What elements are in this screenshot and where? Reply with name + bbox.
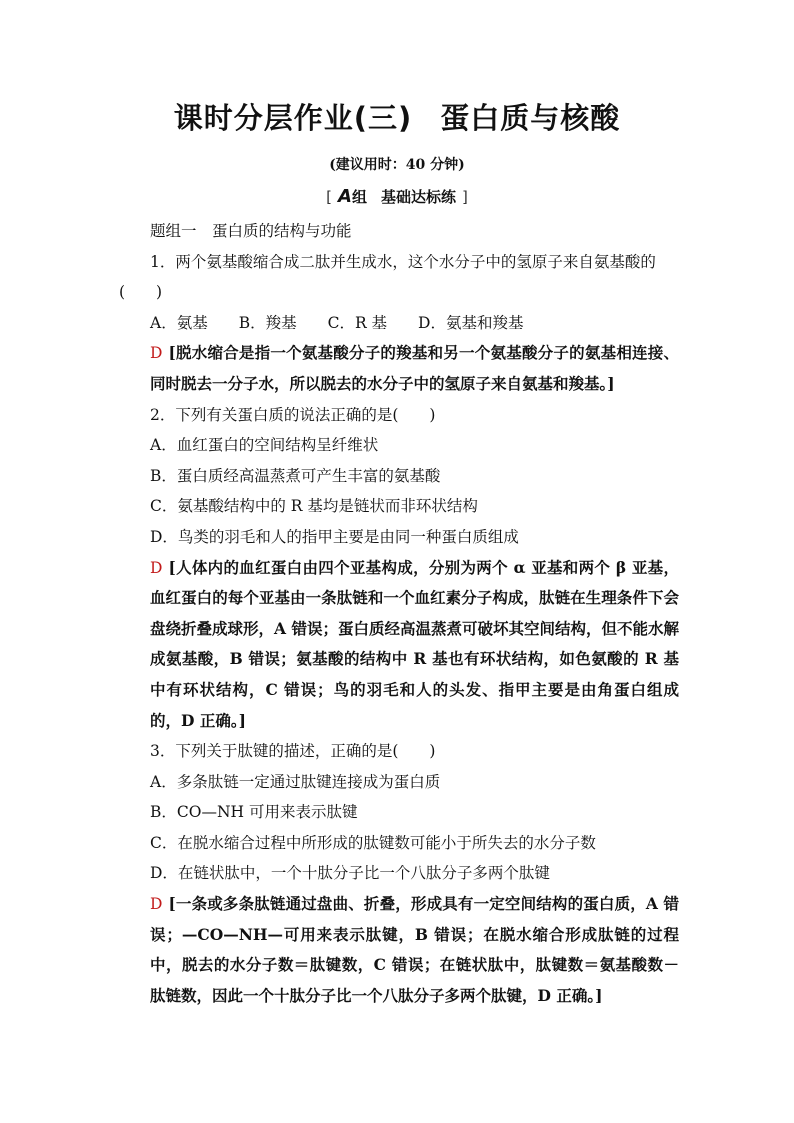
q3-option-d: D．在链状肽中，一个十肽分子比一个八肽分子多两个肽键 — [150, 864, 550, 883]
q1-stem-line2: ( ) — [119, 283, 163, 302]
q3-stem: 3．下列关于肽键的描述，正确的是( ) — [150, 742, 436, 761]
q3-option-c: C．在脱水缩合过程中所形成的肽键数可能小于所失去的水分子数 — [150, 833, 596, 852]
q2-stem: 2．下列有关蛋白质的说法正确的是( ) — [150, 405, 436, 424]
q3-answer-text: [一条或多条肽链通过盘曲、折叠，形成具有一定空间结构的蛋白质，A 错误；—CO—NH—可用来表示肽键，B 错误；在脱水缩合形成肽链的过程中，脱去的水分子数＝肽键数，C 错误；在链状肽中，肽键数＝氨基酸数－肽链数，因此一个十肽分子比一个八肽分子多两个肽键，D 正确。] — [150, 894, 679, 1005]
group-open-bracket: [ — [326, 188, 333, 206]
group-label: 组 — [351, 188, 367, 206]
q1-answer-letter: D — [150, 344, 163, 363]
group-heading — [0, 186, 794, 207]
title-topic: 蛋白质与核酸 — [440, 101, 621, 135]
q1-answer — [119, 338, 679, 399]
q2-answer-letter: D — [150, 558, 163, 577]
group-name: 基础达标练 — [380, 188, 456, 206]
q3-option-a: A．多条肽链一定通过肽键连接成为蛋白质 — [150, 772, 441, 791]
group-letter: A — [338, 186, 352, 207]
section-heading: 题组一 蛋白质的结构与功能 — [150, 222, 352, 240]
q2-option-d: D．鸟类的羽毛和人的指甲主要是由同一种蛋白质组成 — [150, 527, 519, 546]
q3-answer — [119, 889, 679, 1011]
page-title — [0, 96, 794, 137]
q1-answer-text: [脱水缩合是指一个氨基酸分子的羧基和另一个氨基酸分子的氨基相连接、同时脱去一分子水，所以脱去的水分子中的氢原子来自氨基和羧基。] — [150, 343, 679, 393]
group-close-bracket: ] — [461, 188, 468, 206]
q2-option-c: C．氨基酸结构中的 R 基均是链状而非环状结构 — [150, 497, 478, 516]
suggested-time: (建议用时：40 分钟) — [329, 157, 465, 173]
q1-stem-line1: 1．两个氨基酸缩合成二肽并生成水，这个水分子中的氢原子来自氨基酸的 — [150, 252, 656, 271]
q3-answer-letter: D — [150, 895, 163, 914]
q1-options: A．氨基 B．羧基 C．R 基 D．氨基和羧基 — [150, 313, 524, 332]
q2-option-b: B．蛋白质经高温蒸煮可产生丰富的氨基酸 — [150, 466, 441, 485]
question-content — [119, 216, 679, 1011]
title-main: 课时分层作业(三) — [173, 101, 413, 135]
q2-answer — [119, 553, 679, 737]
q2-option-a: A．血红蛋白的空间结构呈纤维状 — [150, 436, 379, 455]
q3-option-b: B．CO—NH 可用来表示肽键 — [150, 803, 358, 822]
q2-answer-text: [人体内的血红蛋白由四个亚基构成，分别为两个 α 亚基和两个 β 亚基，血红蛋白的每个亚基由一条肽链和一个血红素分子构成，肽链在生理条件下会盘绕折叠成球形，A 错误；蛋白质经高温蒸煮可破坏其空间结构，但不能水解成氨基酸，B 错误；氨基酸的结构中 R 基也有环状结构，如色氨酸的 R 基中有环状结构，C 错误；鸟的羽毛和人的头发、指甲主要是由角蛋白组成的，D 正确。] — [150, 557, 679, 730]
